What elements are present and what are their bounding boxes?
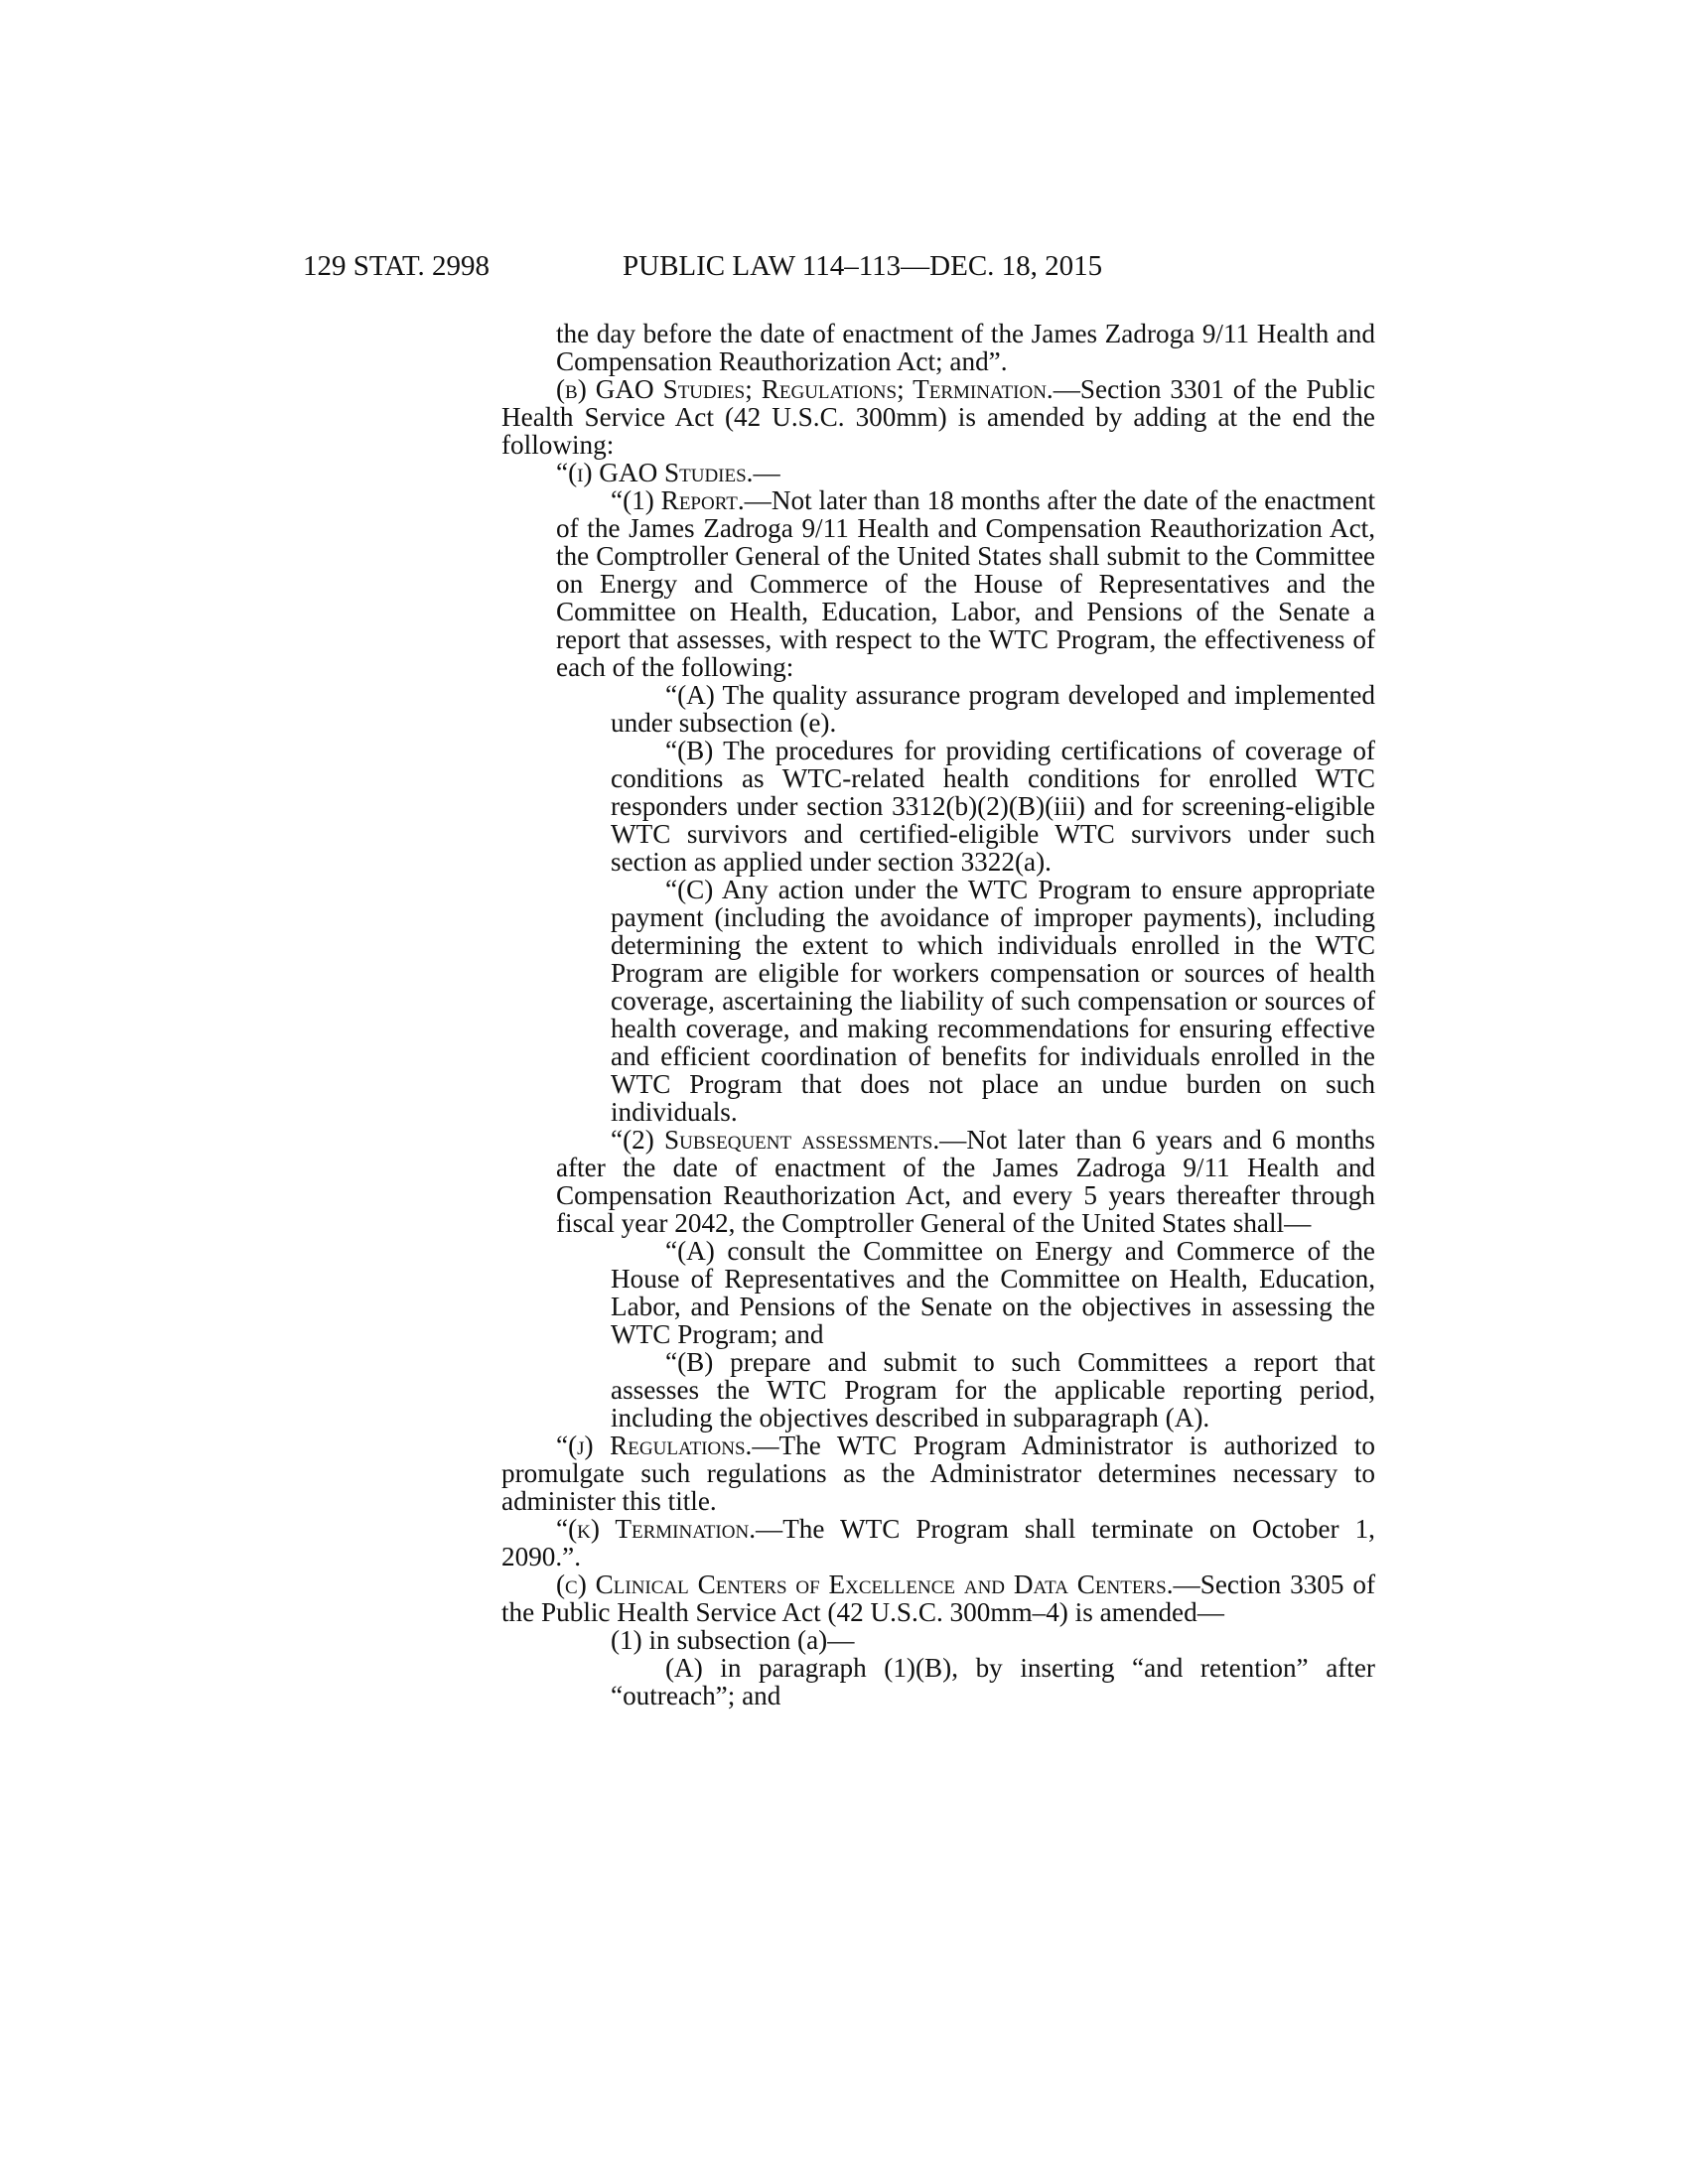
- running-head: PUBLIC LAW 114–113—DEC. 18, 2015: [623, 250, 1103, 282]
- subparagraph-a: “(A) The quality assurance program developed and implemented under subsection (e).: [611, 680, 1375, 738]
- subsection-c-text: —Section 3305 of the Public Health Service Act (42 U.S.C. 300mm–4) is amended—: [501, 1570, 1376, 1627]
- subsection-j-heading: “(j) Regulations.: [556, 1431, 753, 1460]
- subsection-i: [501, 459, 1375, 486]
- paragraph-2-text: —Not later than 6 years and 6 months after the date of enactment of the James Zadroga 9/11 Health and Compensation Reauthorization Act, and every 5 years thereafter through fiscal year 2042, the Comptroller General of the United States shall—: [556, 1125, 1375, 1238]
- subparagraph-c: “(C) Any action under the WTC Program to ensure appropriate payment (including the avoidance of improper payments), including determining the extent to which individuals enrolled in the WTC Program are eligible for workers compensation or sources of health coverage, ascertaining the liability of such compensation or sources of health coverage, and making recommendations for ensuring effective and efficient coordination of benefits for individuals enrolled in the WTC Program that does not place an undue burden on such individuals.: [611, 875, 1375, 1127]
- paragraph-continuation: the day before the date of enactment of the James Zadroga 9/11 Health and Compensation Reauthorization Act; and”.: [556, 319, 1375, 376]
- subsection-j: [501, 1432, 1375, 1515]
- subsection-c-heading: (c) Clinical Centers of Excellence and Data Centers.: [556, 1570, 1174, 1599]
- subsection-b: [501, 375, 1375, 459]
- subparagraph-b: “(B) The procedures for providing certifications of coverage of conditions as WTC-related health conditions for enrolled WTC responders under section 3312(b)(2)(B)(iii) and for screening-eligible WTC survivors and certified-eligible WTC survivors under such section as applied under section 3322(a).: [611, 736, 1375, 877]
- subsection-i-heading: “(i) GAO Studies.: [556, 458, 754, 487]
- subsection-k-heading: “(k) Termination.: [556, 1514, 756, 1544]
- subsection-b-text: —Section 3301 of the Public Health Service Act (42 U.S.C. 300mm) is amended by adding at the end the following:: [501, 374, 1375, 460]
- statute-page-number: 129 STAT. 2998: [303, 250, 491, 282]
- paragraph-c1: (1) in subsection (a)—: [611, 1625, 855, 1655]
- subparagraph-2a: “(A) consult the Committee on Energy and Commerce of the House of Representatives and the Committee on Health, Education, Labor, and Pensions of the Senate on the objectives in assessing the WTC Program; and: [611, 1236, 1375, 1349]
- subsection-c: [501, 1570, 1375, 1626]
- paragraph-1-text: —Not later than 18 months after the date of the enactment of the James Zadroga 9/11 Health and Compensation Reauthorization Act, the Comptroller General of the United States shall submit to the Committee on Energy and Commerce of the House of Representatives and the Committee on Health, Education, Labor, and Pensions of the Senate a report that assesses, with respect to the WTC Program, the effectiveness of each of the following:: [556, 485, 1376, 682]
- subsection-k: [501, 1515, 1375, 1570]
- page-header: [303, 250, 1375, 290]
- paragraph-1-heading: “(1) Report.: [611, 485, 745, 515]
- subparagraph-2b: “(B) prepare and submit to such Committees a report that assesses the WTC Program for the applicable reporting period, including the objectives described in subparagraph (A).: [611, 1347, 1375, 1433]
- subsection-i-text: —: [753, 458, 780, 487]
- subparagraph-c1a: (A) in paragraph (1)(B), by inserting “and retention” after “outreach”; and: [611, 1653, 1375, 1710]
- subsection-j-text: —The WTC Program Administrator is authorized to promulgate such regulations as the Administrator determines necessary to administer this title.: [501, 1431, 1376, 1516]
- document-body: [501, 320, 1375, 1709]
- paragraph-1-report: [501, 486, 1375, 681]
- paragraph-2-subsequent-assessments: [501, 1126, 1375, 1237]
- subsection-k-text: —The WTC Program shall terminate on October 1, 2090.”.: [501, 1514, 1375, 1571]
- subsection-b-heading: (b) GAO Studies; Regulations; Termination.: [556, 374, 1054, 404]
- paragraph-2-heading: “(2) Subsequent assessments.: [611, 1125, 940, 1155]
